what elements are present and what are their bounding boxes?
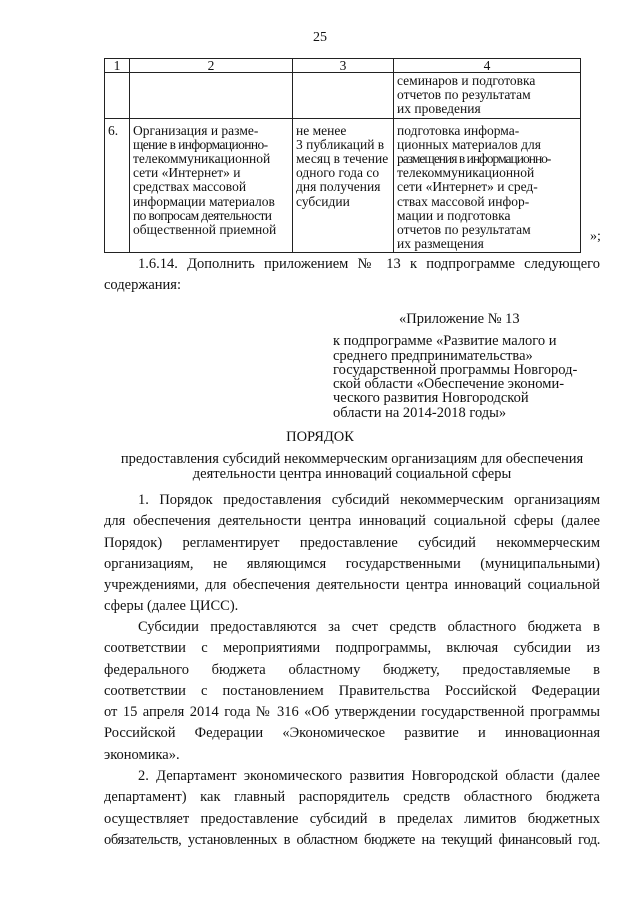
paragraph-1-6-14: 1.6.14. Дополнить приложением № 13 к подпрограмме следующего содержания: [104,256,600,294]
cell-volume: не менее 3 публикаций в месяц в течение одного года со дня получения субсидии [293,118,394,253]
document-subtitle: предоставления субсидий некоммерческим организациям для обеспечения деятельности центра инноваций социальной сферы [120,451,584,482]
table-closing-quote: »; [590,229,601,244]
appendix-heading: «Приложение № 13 к подпрограмме «Развитие малого и среднего предпринимательства» государственной программы Новгород- ской области «Обеспечение экономи- ческого развития Новгородской области на 2014-2018 годы» [333,312,603,420]
activities-table [104,58,581,253]
table-row [105,73,581,119]
cell-result: подготовка информа- ционных материалов для размещения в информационно- телекоммуникационной сети «Интернет» и сред- ствах массовой инфор- мации и подготовка отчетов по результатам их размещения [394,118,581,253]
paragraph-3: 2. Департамент экономического развития Новгородской области (далее департамент) как главный распорядитель средств областного бюджета осуществляет предоставление субсидий в пределах лимитов бюджетных обязательств, установленных в областном бюджете на текущий финансовый год. [104,768,600,848]
paragraph-1: 1. Порядок предоставления субсидий некоммерческим организациям для обеспечения деятельности центра инноваций социальной сферы (далее Порядок) регламентирует предоставление субсидий некоммерческим организациям, не являющимся государственными (муниципальными) учреждениями, для обеспечения деятельности центра инноваций социальной сферы (далее ЦИСС). [104,492,600,615]
row-number: 6. [105,118,130,253]
document-title: ПОРЯДОК [286,429,354,445]
appendix-title: «Приложение № 13 [399,311,520,327]
table-header-row [105,59,581,73]
header-col-4: 4 [394,59,581,73]
cell-continuation: семинаров и подготовка отчетов по результатам их проведения [394,73,581,119]
page-number: 25 [313,30,327,45]
table-row [105,118,581,253]
header-col-2: 2 [130,59,293,73]
header-col-3: 3 [293,59,394,73]
header-col-1: 1 [105,59,130,73]
paragraph-2: Субсидии предоставляются за счет средств областного бюджета в соответствии с мероприятиями подпрограммы, включая субсидии из федерального бюджета областному бюджету, предоставляемые в соответствии с постановлением Правительства Российской Федерации от 15 апреля 2014 года № 316 «Об утверждении государственной программы Российской Федерации «Экономическое развитие и инновационная экономика». [104,619,600,763]
cell-activity: Организация и разме- щение в информационно- телекоммуникационной сети «Интернет» и средствах массовой информации материалов по вопросам деятельности общественной приемной [130,118,293,253]
